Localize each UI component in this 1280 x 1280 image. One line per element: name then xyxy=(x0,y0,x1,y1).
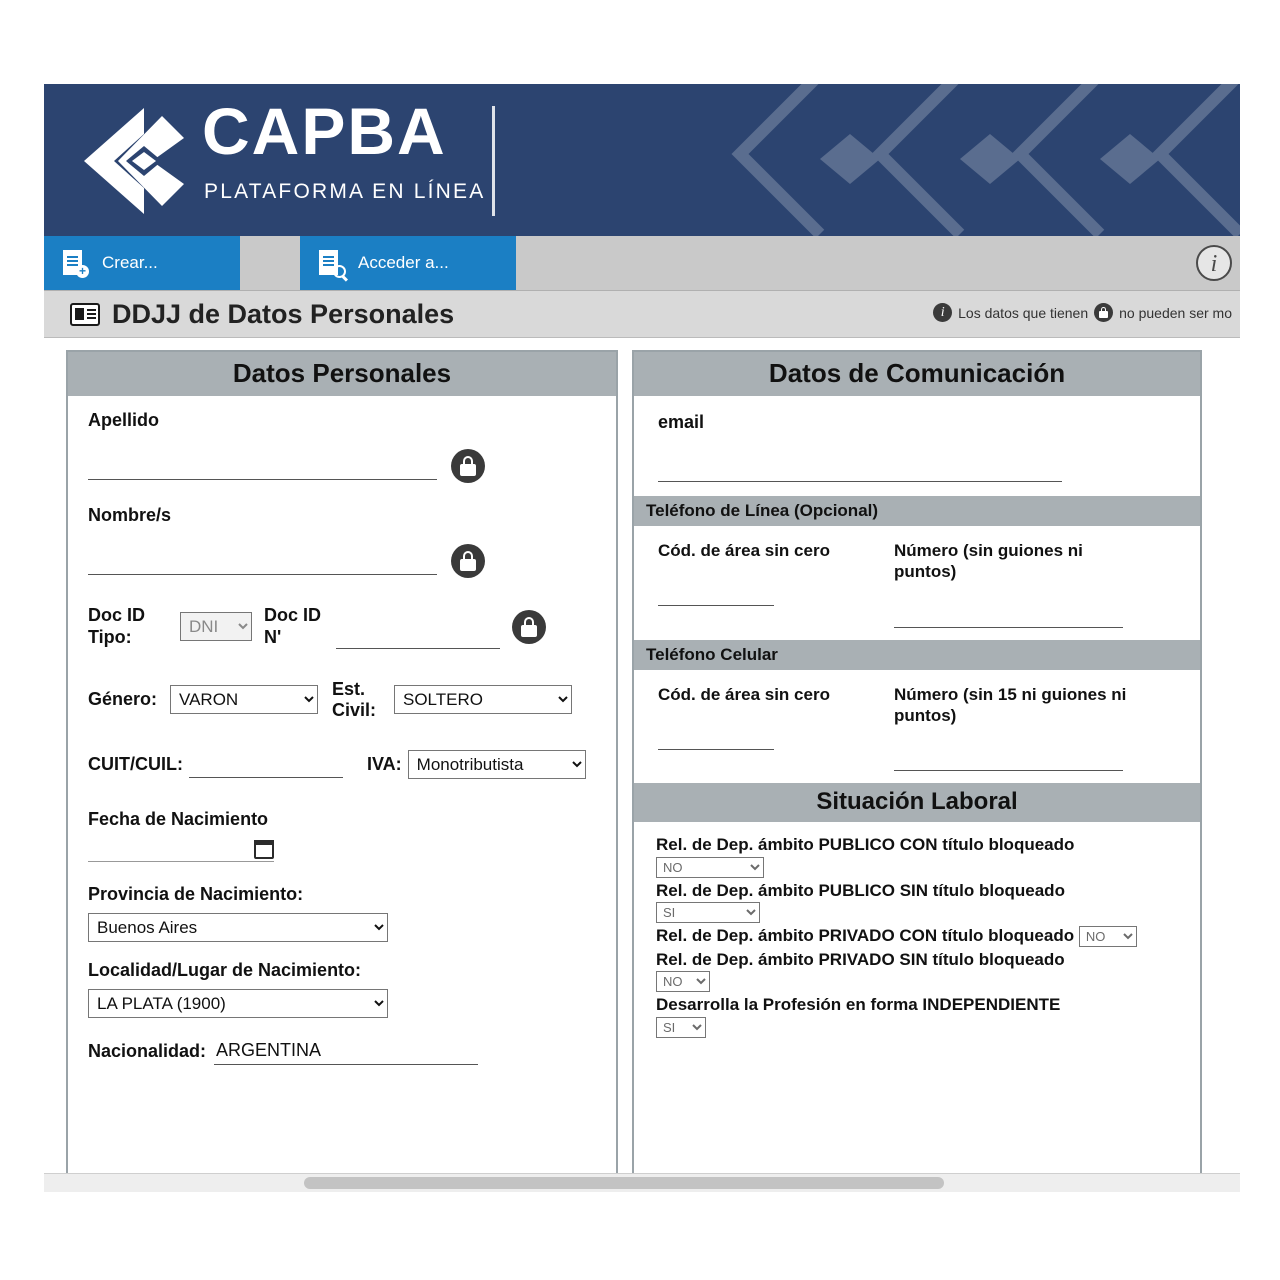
datos-comunicacion-heading: Datos de Comunicación xyxy=(634,352,1200,396)
telefono-linea-heading: Teléfono de Línea (Opcional) xyxy=(634,496,1200,526)
fecha-nacimiento-group xyxy=(88,809,596,862)
telefono-celular-cod-label: Cód. de área sin cero xyxy=(658,684,830,704)
nombres-field-group xyxy=(88,505,596,578)
doc-tipo-label: Doc ID Tipo: xyxy=(88,604,146,647)
nacionalidad-input[interactable] xyxy=(214,1038,478,1065)
note-prefix: Los datos que tienen xyxy=(958,304,1089,321)
telefono-celular-heading: Teléfono Celular xyxy=(634,640,1200,670)
situacion-item-select[interactable] xyxy=(656,971,710,992)
telefono-linea-num-input[interactable] xyxy=(894,601,1123,628)
provincia-label: Provincia de Nacimiento: xyxy=(88,884,304,905)
cuit-label: CUIT/CUIL: xyxy=(88,754,183,775)
nacionalidad-label: Nacionalidad: xyxy=(88,1041,207,1062)
situacion-item-select[interactable] xyxy=(656,857,764,878)
provincia-group xyxy=(88,884,596,942)
calendar-icon[interactable] xyxy=(254,840,274,859)
situacion-item-select[interactable] xyxy=(656,1017,706,1038)
situacion-laboral-group xyxy=(634,822,1200,1038)
situacion-item-select[interactable] xyxy=(656,902,760,923)
situacion-laboral-heading: Situación Laboral xyxy=(634,783,1200,822)
info-icon[interactable]: i xyxy=(1196,245,1232,281)
doc-num-input[interactable] xyxy=(336,622,500,649)
iva-label: IVA: xyxy=(366,754,402,775)
page-title: DDJJ de Datos Personales xyxy=(112,298,455,329)
iva-select[interactable] xyxy=(408,750,586,779)
apellido-input[interactable] xyxy=(88,453,437,480)
page-titlebar xyxy=(44,291,1240,338)
situacion-item-label: Desarrolla la Profesión en forma INDEPENDIENTE xyxy=(656,995,1061,1015)
locked-fields-note xyxy=(933,303,1232,322)
doc-num-label: Doc ID N' xyxy=(264,604,322,647)
brand-title: CAPBA xyxy=(202,94,447,168)
banner-pattern-decoration xyxy=(700,84,1240,236)
acceder-button-label: Acceder a... xyxy=(358,253,449,272)
info-icon-small: i xyxy=(933,303,952,322)
situacion-item-label: Rel. de Dep. ámbito PRIVADO SIN título bloqueado xyxy=(656,950,1065,970)
situacion-item-select[interactable] xyxy=(1079,926,1137,947)
fecha-nacimiento-input[interactable] xyxy=(88,840,274,862)
cuit-iva-group xyxy=(88,750,596,779)
document-add-icon: + xyxy=(60,248,90,278)
brand-divider xyxy=(492,106,495,216)
app-banner xyxy=(44,84,1240,236)
telefono-celular-cod-input[interactable] xyxy=(658,723,774,750)
email-input[interactable] xyxy=(658,455,1062,482)
telefono-celular-num-label: Número (sin 15 ni guiones ni puntos) xyxy=(894,684,1127,725)
apellido-label: Apellido xyxy=(88,410,159,430)
email-label: email xyxy=(658,412,705,432)
est-civil-select[interactable] xyxy=(394,685,572,714)
crear-button[interactable] xyxy=(44,236,240,290)
situacion-item xyxy=(656,880,1178,923)
brand-subtitle: PLATAFORMA EN LÍNEA xyxy=(204,180,486,203)
lock-icon xyxy=(512,610,546,644)
lock-icon xyxy=(451,544,485,578)
situacion-item-label: Rel. de Dep. ámbito PUBLICO CON título bloqueado xyxy=(656,835,1075,854)
main-toolbar xyxy=(44,236,1240,291)
genero-label: Género: xyxy=(88,689,158,710)
crear-button-label: Crear... xyxy=(102,253,158,272)
genero-estcivil-group xyxy=(88,679,596,720)
localidad-group xyxy=(88,960,596,1018)
provincia-select[interactable] xyxy=(88,913,388,942)
genero-select[interactable] xyxy=(170,685,318,714)
telefono-linea-group xyxy=(634,526,1200,640)
apellido-field-group xyxy=(88,410,596,483)
email-group xyxy=(634,396,1200,496)
id-card-icon xyxy=(70,303,100,326)
telefono-linea-cod-label: Cód. de área sin cero xyxy=(658,541,830,560)
doc-tipo-select[interactable] xyxy=(180,612,252,641)
datos-personales-panel xyxy=(66,350,618,1180)
document-search-icon xyxy=(316,248,346,278)
acceder-button[interactable] xyxy=(300,236,516,290)
note-suffix: no pueden ser mo xyxy=(1119,304,1232,321)
datos-personales-heading: Datos Personales xyxy=(68,352,616,396)
capba-application-window xyxy=(44,84,1240,1192)
localidad-label: Localidad/Lugar de Nacimiento: xyxy=(88,960,362,981)
telefono-linea-cod-input[interactable] xyxy=(658,579,774,606)
situacion-item-label: Rel. de Dep. ámbito PUBLICO SIN título bloqueado xyxy=(656,881,1065,901)
scrollbar-thumb[interactable] xyxy=(304,1177,944,1189)
situacion-item xyxy=(656,949,1178,992)
datos-comunicacion-panel xyxy=(632,350,1202,1180)
nombres-input[interactable] xyxy=(88,548,437,575)
fecha-nacimiento-label: Fecha de Nacimiento xyxy=(88,809,269,830)
nacionalidad-group xyxy=(88,1038,596,1065)
situacion-item-label: Rel. de Dep. ámbito PRIVADO CON título bloqueado xyxy=(656,926,1075,946)
telefono-linea-num-label: Número (sin guiones ni puntos) xyxy=(894,541,1083,582)
lock-icon-small xyxy=(1094,303,1113,322)
cuit-input[interactable] xyxy=(189,751,343,778)
situacion-item xyxy=(656,834,1178,878)
horizontal-scrollbar[interactable] xyxy=(44,1173,1240,1192)
telefono-celular-num-input[interactable] xyxy=(894,744,1123,771)
situacion-item xyxy=(656,925,1178,947)
localidad-select[interactable] xyxy=(88,989,388,1018)
lock-icon xyxy=(451,449,485,483)
nombres-label: Nombre/s xyxy=(88,505,172,525)
form-body xyxy=(44,338,1240,1192)
capba-chevron-logo-icon xyxy=(66,102,190,220)
situacion-item xyxy=(656,994,1178,1037)
doc-id-field-group xyxy=(88,604,596,649)
telefono-celular-group xyxy=(634,670,1200,784)
est-civil-label: Est. Civil: xyxy=(332,679,377,720)
